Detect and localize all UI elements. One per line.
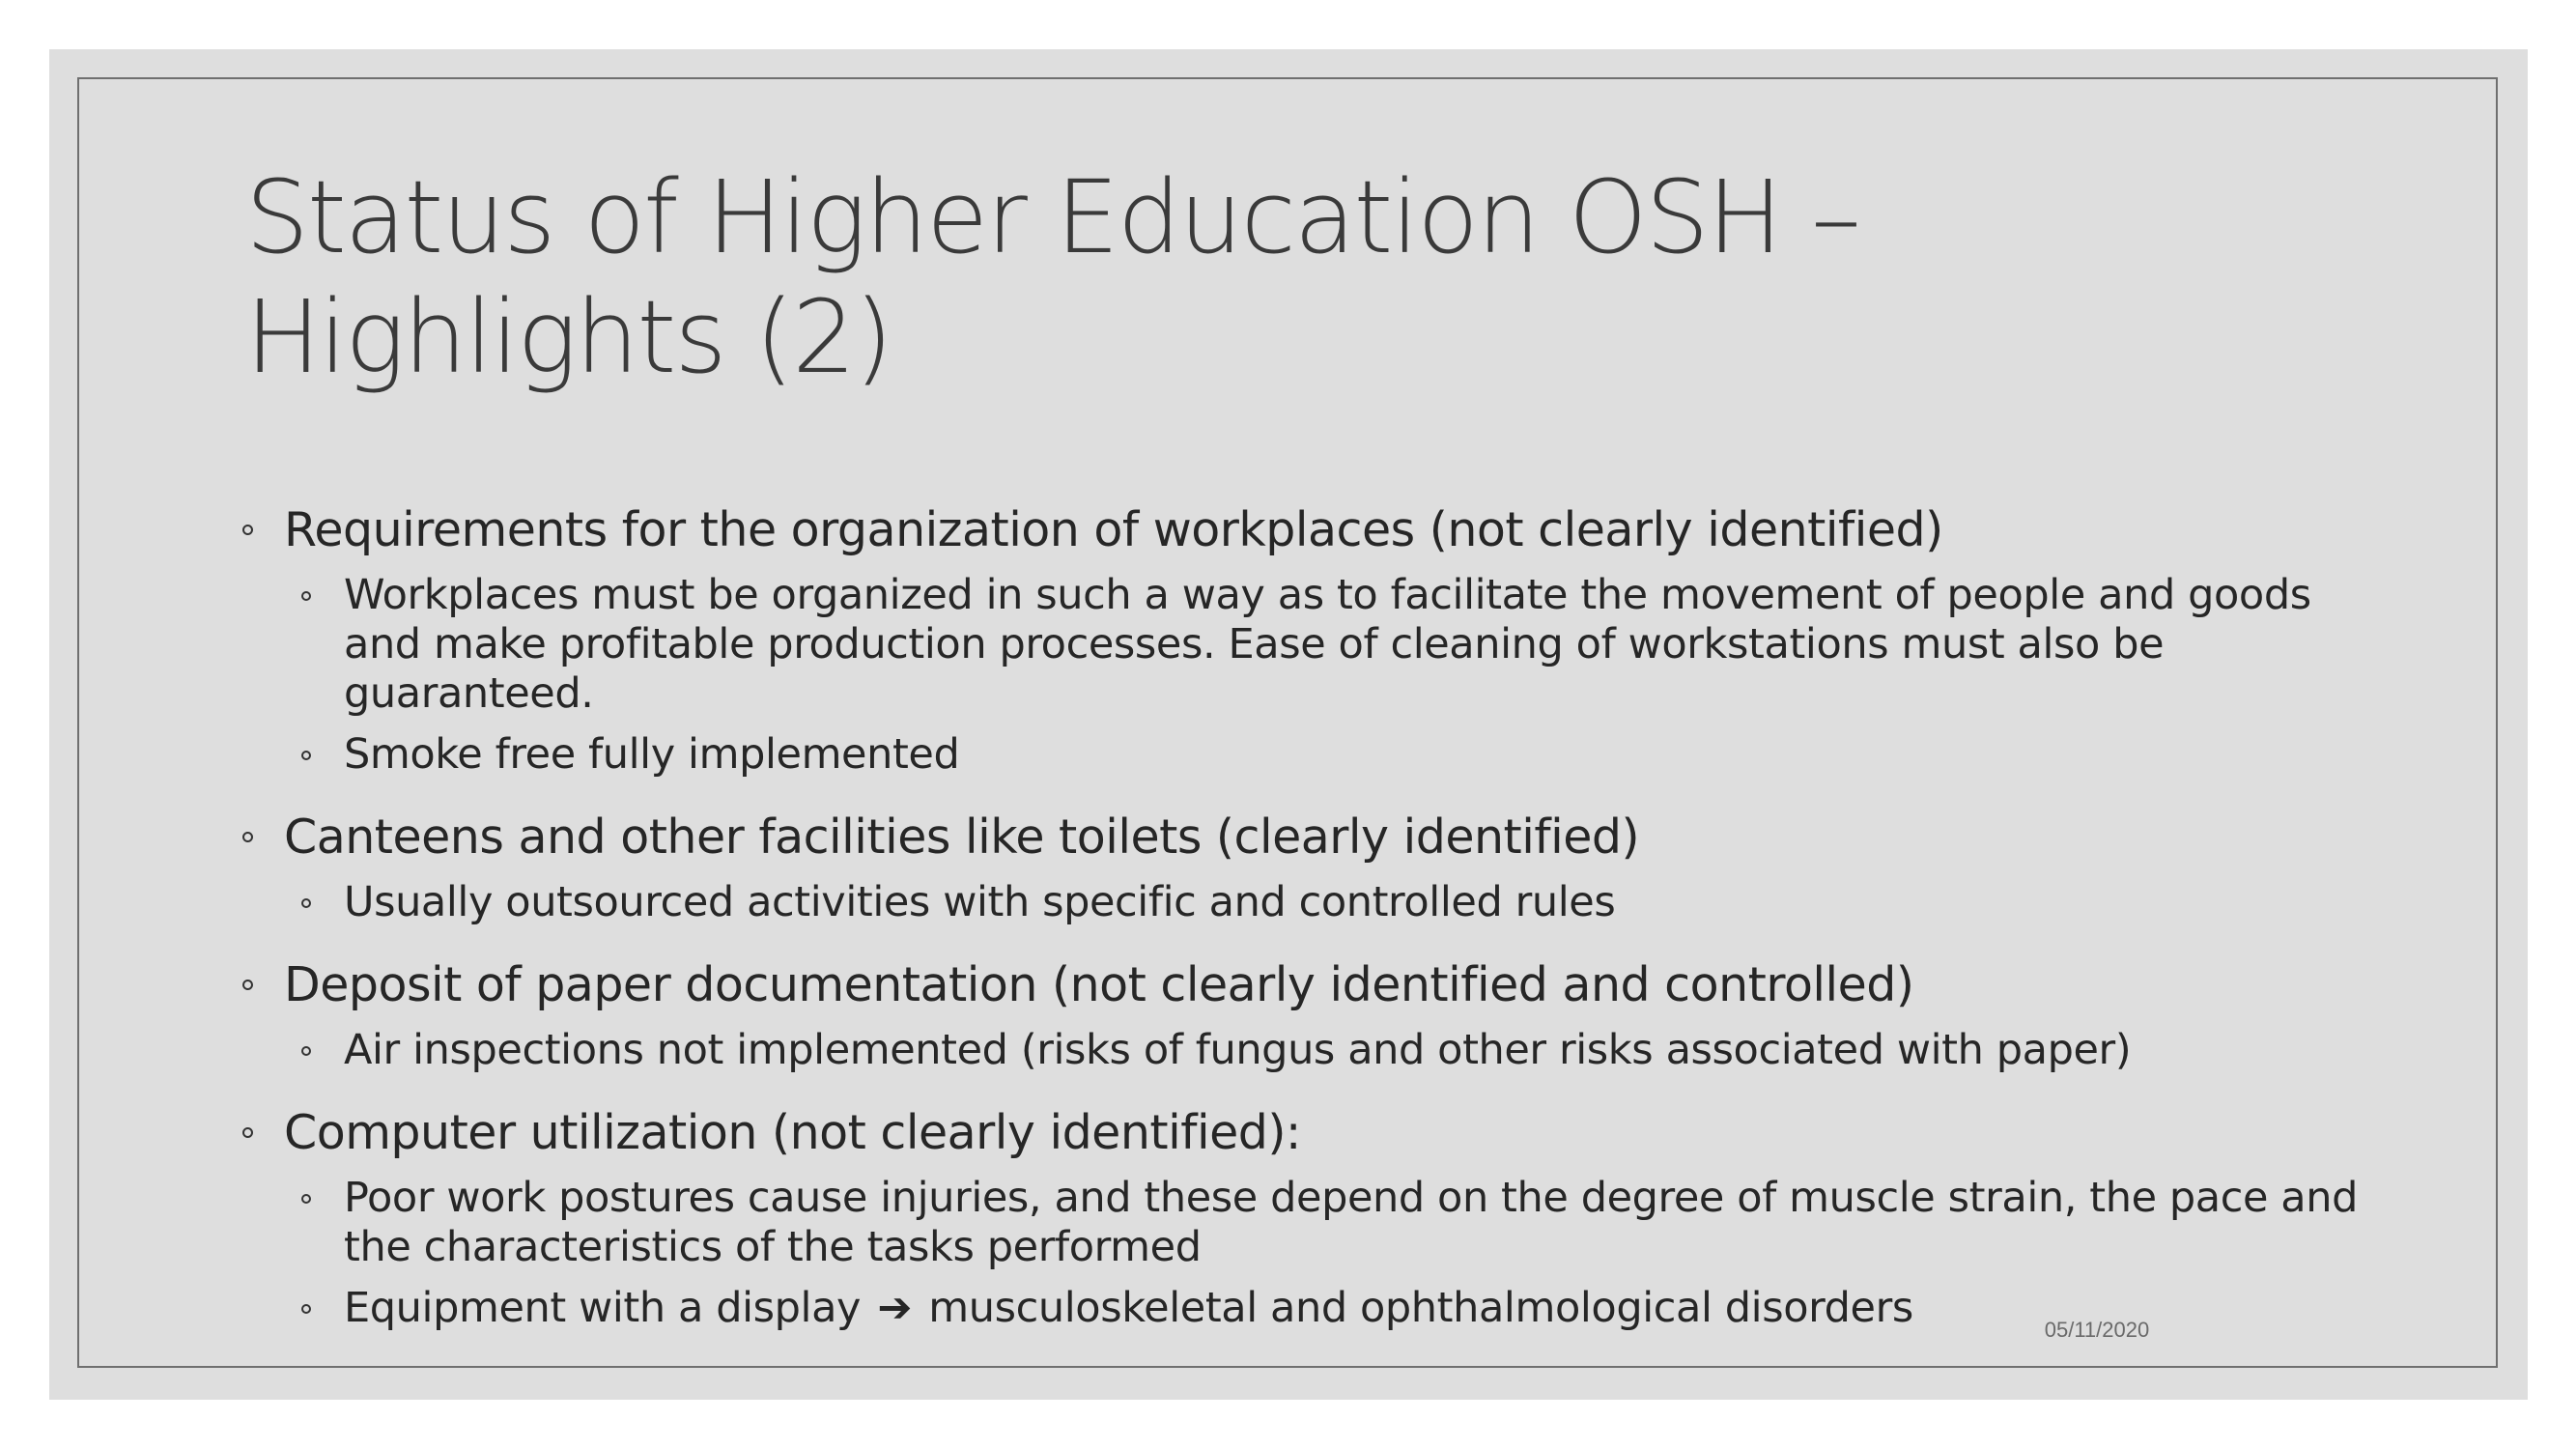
title-line-2: Highlights (2) — [245, 278, 892, 396]
hollow-bullet-icon — [242, 832, 253, 842]
sub-bullet-smoke-free — [301, 730, 2396, 780]
sub-bullet-text-before: Equipment with a display — [344, 1284, 862, 1332]
sub-bullet-text-after: musculoskeletal and ophthalmological disorders — [928, 1284, 1913, 1332]
bullet-workplace-organization — [242, 501, 2396, 559]
bullet-computer-utilization — [242, 1104, 2396, 1162]
slide-title — [245, 157, 2081, 397]
hollow-bullet-icon — [301, 591, 311, 601]
sub-bullet-work-postures — [301, 1174, 2396, 1272]
sub-bullet-workplace-movement — [301, 571, 2396, 719]
hollow-bullet-icon — [242, 980, 253, 990]
hollow-bullet-icon — [301, 898, 311, 908]
sub-bullet-text: Air inspections not implemented (risks of fungus and other risks associated with paper) — [344, 1026, 2132, 1074]
sub-bullet-outsourced — [301, 878, 2396, 927]
bullet-text: Requirements for the organization of workplaces (not clearly identified) — [284, 502, 1943, 557]
title-line-1: Status of Higher Education OSH – — [245, 158, 1859, 276]
slide-date: 05/11/2020 — [2044, 1318, 2150, 1342]
sub-bullet-air-inspections — [301, 1026, 2396, 1075]
hollow-bullet-icon — [301, 1046, 311, 1056]
sub-bullet-text: Poor work postures cause injuries, and these depend on the degree of muscle strain, the pace and the characteristics of the tasks performed — [344, 1174, 2358, 1271]
slide — [49, 49, 2528, 1400]
hollow-bullet-icon — [301, 1194, 311, 1204]
sub-bullet-text: Usually outsourced activities with specific and controlled rules — [344, 878, 1616, 926]
bullet-paper-documentation — [242, 956, 2396, 1014]
sub-bullet-text: Smoke free fully implemented — [344, 730, 960, 779]
right-arrow-icon: ➔ — [877, 1284, 913, 1332]
hollow-bullet-icon — [301, 751, 311, 760]
bullet-text: Computer utilization (not clearly identified): — [284, 1105, 1301, 1160]
hollow-bullet-icon — [242, 525, 253, 535]
bullet-text: Deposit of paper documentation (not clearly identified and controlled) — [284, 957, 1914, 1012]
slide-body — [242, 501, 2396, 1333]
hollow-bullet-icon — [242, 1127, 253, 1138]
hollow-bullet-icon — [301, 1304, 311, 1314]
bullet-canteens — [242, 809, 2396, 867]
bullet-text: Canteens and other facilities like toilets (clearly identified) — [284, 810, 1640, 865]
sub-bullet-text: Workplaces must be organized in such a way as to facilitate the movement of people and goods and make profitable production processes. Ease of cleaning of workstations must also be guaranteed. — [344, 571, 2311, 718]
